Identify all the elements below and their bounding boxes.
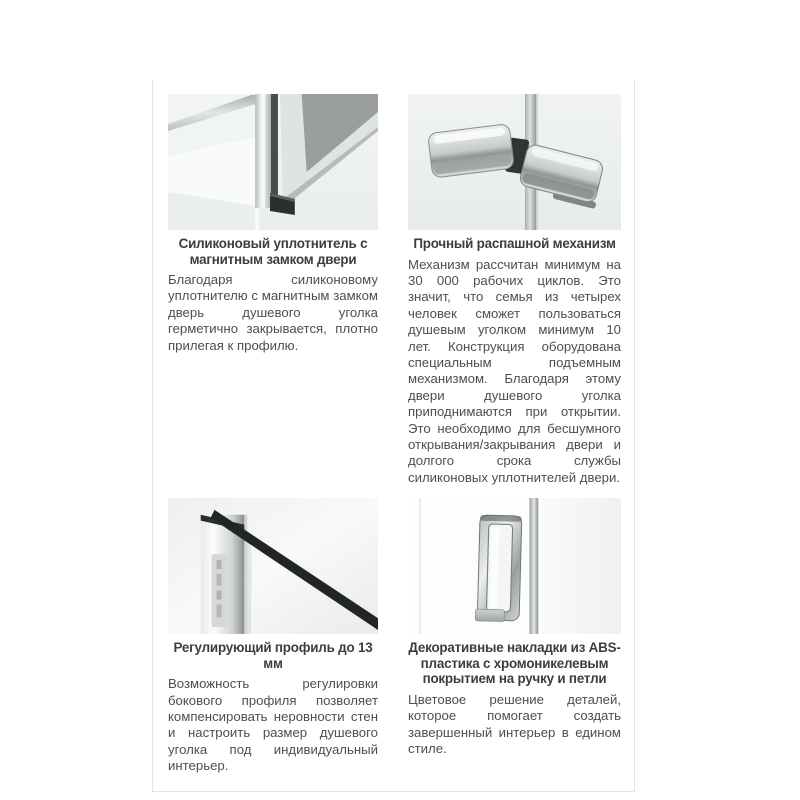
feature-description: Возможность регулировки бокового профиля позволяет компенсировать неровности стен и настроить размер душевого уголка под индивидуальный интерьер. xyxy=(168,676,378,774)
chrome-handle-photo xyxy=(408,498,621,634)
feature-title: Декоративные накладки из ABS-пластика с хромоникелевым покрытием на ручку и петли xyxy=(408,640,621,687)
feature-section-adjustable-profile xyxy=(168,498,378,774)
door-hinge-mechanism-photo xyxy=(408,94,621,230)
feature-title: Регулирующий профиль до 13 мм xyxy=(173,640,373,671)
features-panel xyxy=(152,80,635,792)
shower-corner-silicone-seal-photo xyxy=(168,94,378,230)
adjustable-wall-profile-photo xyxy=(168,498,378,634)
feature-section-hinge-mechanism xyxy=(408,94,621,486)
feature-description: Благодаря силиконовому уплотнителю с магнитным замком дверь душевого уголка герметично закрывается, плотно прилегая к профилю. xyxy=(168,272,378,353)
feature-section-handle-covers xyxy=(408,498,621,757)
feature-title: Силиконовый уплотнитель с магнитным замком двери xyxy=(178,236,368,267)
feature-description: Цветовое решение деталей, которое помогает создать завершенный интерьер в едином стиле. xyxy=(408,691,621,756)
feature-title: Прочный распашной механизм xyxy=(413,236,616,251)
feature-description: Механизм рассчитан минимум на 30 000 рабочих циклов. Это значит, что семья из четырех человек сможет пользоваться душевым уголком минимум 10 лет. Конструкция оборудована специальным подъемным механизмом. Благодаря этому двери душевого уголка приподнимаются при открытии. Это необходимо для бесшумного открывания/закрывания двери и долгого срока службы силиконовых уплотнителей двери. xyxy=(408,256,621,485)
feature-section-silicone-seal xyxy=(168,94,378,354)
